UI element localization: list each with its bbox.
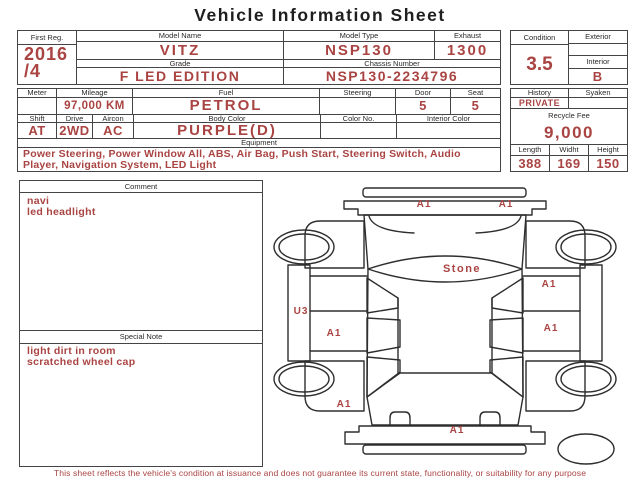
grade-label: Grade [169, 58, 191, 68]
aircon-value: AC [92, 123, 133, 138]
rear-right-fender [526, 361, 585, 411]
width-value: 169 [557, 156, 581, 171]
rear-bumper [345, 426, 545, 454]
aircon-label: Aircon [92, 115, 133, 123]
chassis-number-label: Chassis Number [283, 60, 500, 68]
seat-label: Seat [450, 89, 500, 97]
chassis-number-value: NSP130-2234796 [283, 68, 500, 84]
recycle-fee-value: 9,000 [511, 122, 627, 145]
history-value: PRIVATE [518, 98, 561, 108]
first-reg-cell [18, 31, 77, 84]
damage-marker-windshield: Stone [442, 263, 482, 275]
color-no-value [320, 123, 396, 138]
headlight-left [369, 216, 414, 233]
height-value: 150 [596, 156, 620, 171]
height-label: Height [589, 145, 627, 156]
recycle-fee-label: Recycle Fee [548, 110, 590, 120]
interior-label: Interior [569, 56, 627, 69]
door-value: 5 [395, 98, 450, 114]
damage-marker-left-door: U3 [293, 306, 309, 317]
damage-marker-front-bumper-left: A1 [416, 199, 432, 210]
vehicle-identity-table [17, 30, 501, 85]
seat-value: 5 [450, 98, 500, 114]
interior-color-value [396, 123, 500, 138]
damage-marker-left-mid-panel: A1 [326, 328, 342, 339]
condition-label: Condition [511, 31, 568, 45]
syaken-value [569, 98, 627, 108]
shift-label: Shift [29, 113, 45, 123]
history-label: History [511, 89, 568, 98]
mileage-value: 97,000 KM [56, 98, 132, 114]
fuel-label: Fuel [132, 89, 319, 97]
rear-right-wheel [556, 362, 616, 396]
drive-value: 2WD [56, 123, 92, 138]
front-right-wheel [556, 230, 616, 264]
model-type-label: Model Type [283, 31, 434, 41]
comment-box [19, 180, 263, 467]
front-right-fender [526, 221, 585, 268]
drive-label: Drive [56, 115, 92, 123]
damage-marker-right-mid-panel: A1 [543, 323, 559, 334]
special-note-label: Special Note [20, 330, 262, 344]
special-note-content: light dirt in room scratched wheel cap [27, 345, 136, 369]
damage-marker-rear-left-panel: A1 [336, 399, 352, 410]
model-type-value: NSP130 [283, 42, 434, 59]
front-left-fender [305, 221, 364, 268]
length-label: Length [511, 145, 549, 156]
grade-value: F LED EDITION [119, 68, 241, 84]
right-door-strip [580, 265, 602, 361]
history-box [510, 88, 628, 172]
equipment-label: Equipment [18, 139, 500, 148]
comment-content: navi led headlight [27, 195, 96, 219]
condition-value: 3.5 [526, 53, 553, 75]
exterior-label: Exterior [569, 31, 627, 44]
door-label: Door [395, 89, 450, 97]
meter-value [18, 98, 56, 114]
model-name-label: Model Name [158, 31, 202, 40]
exhaust-value: 1300 [434, 42, 500, 59]
meter-label: Meter [27, 88, 47, 97]
disclaimer-footer: This sheet reflects the vehicle's condition at issuance and does not guarantee its current state, functionality, or suitability for any purpose [53, 468, 587, 478]
steering-value [319, 98, 395, 114]
rear-left-wheel [274, 362, 334, 396]
right-side-panels [523, 221, 616, 411]
car-body [364, 215, 526, 425]
interior-color-label: Interior Color [396, 115, 500, 123]
front-left-wheel [274, 230, 334, 264]
spare-tire [558, 434, 614, 464]
damage-marker-front-bumper-right: A1 [498, 199, 514, 210]
rear-window [367, 373, 523, 397]
length-value: 388 [518, 156, 542, 171]
damage-marker-rear-bumper: A1 [449, 425, 465, 436]
car-condition-diagram [260, 178, 640, 480]
comment-label: Comment [20, 181, 262, 193]
width-label: Widht [550, 145, 588, 156]
front-bumper [344, 188, 546, 215]
syaken-label: Syaken [569, 89, 627, 98]
shift-value: AT [28, 123, 46, 138]
fuel-value: PETROL [132, 98, 319, 114]
mileage-label: Mileage [56, 89, 132, 97]
color-no-label: Color No. [320, 115, 396, 123]
body-color-value: PURPLE(D) [133, 123, 320, 138]
exterior-value [569, 44, 627, 56]
vehicle-spec-table [17, 88, 501, 172]
condition-box [510, 30, 628, 85]
first-reg-value: 2016 /4 [24, 44, 69, 82]
rear-left-fender [305, 361, 364, 411]
first-reg-label: First Reg. [18, 31, 76, 45]
headlight-right [476, 216, 521, 233]
model-name-value: VITZ [159, 41, 201, 59]
exhaust-label: Exhaust [434, 31, 500, 41]
left-side-panels [274, 221, 367, 411]
steering-label: Steering [319, 89, 395, 97]
body-color-label: Body Color [133, 115, 320, 123]
interior-value: B [592, 68, 604, 84]
equipment-value: Power Steering, Power Window All, ABS, Air Bag, Push Start, Steering Switch, Audio Player, Navigation System, LED Light [23, 147, 461, 172]
page-title: Vehicle Information Sheet [194, 5, 446, 25]
damage-marker-right-front-panel: A1 [541, 279, 557, 290]
